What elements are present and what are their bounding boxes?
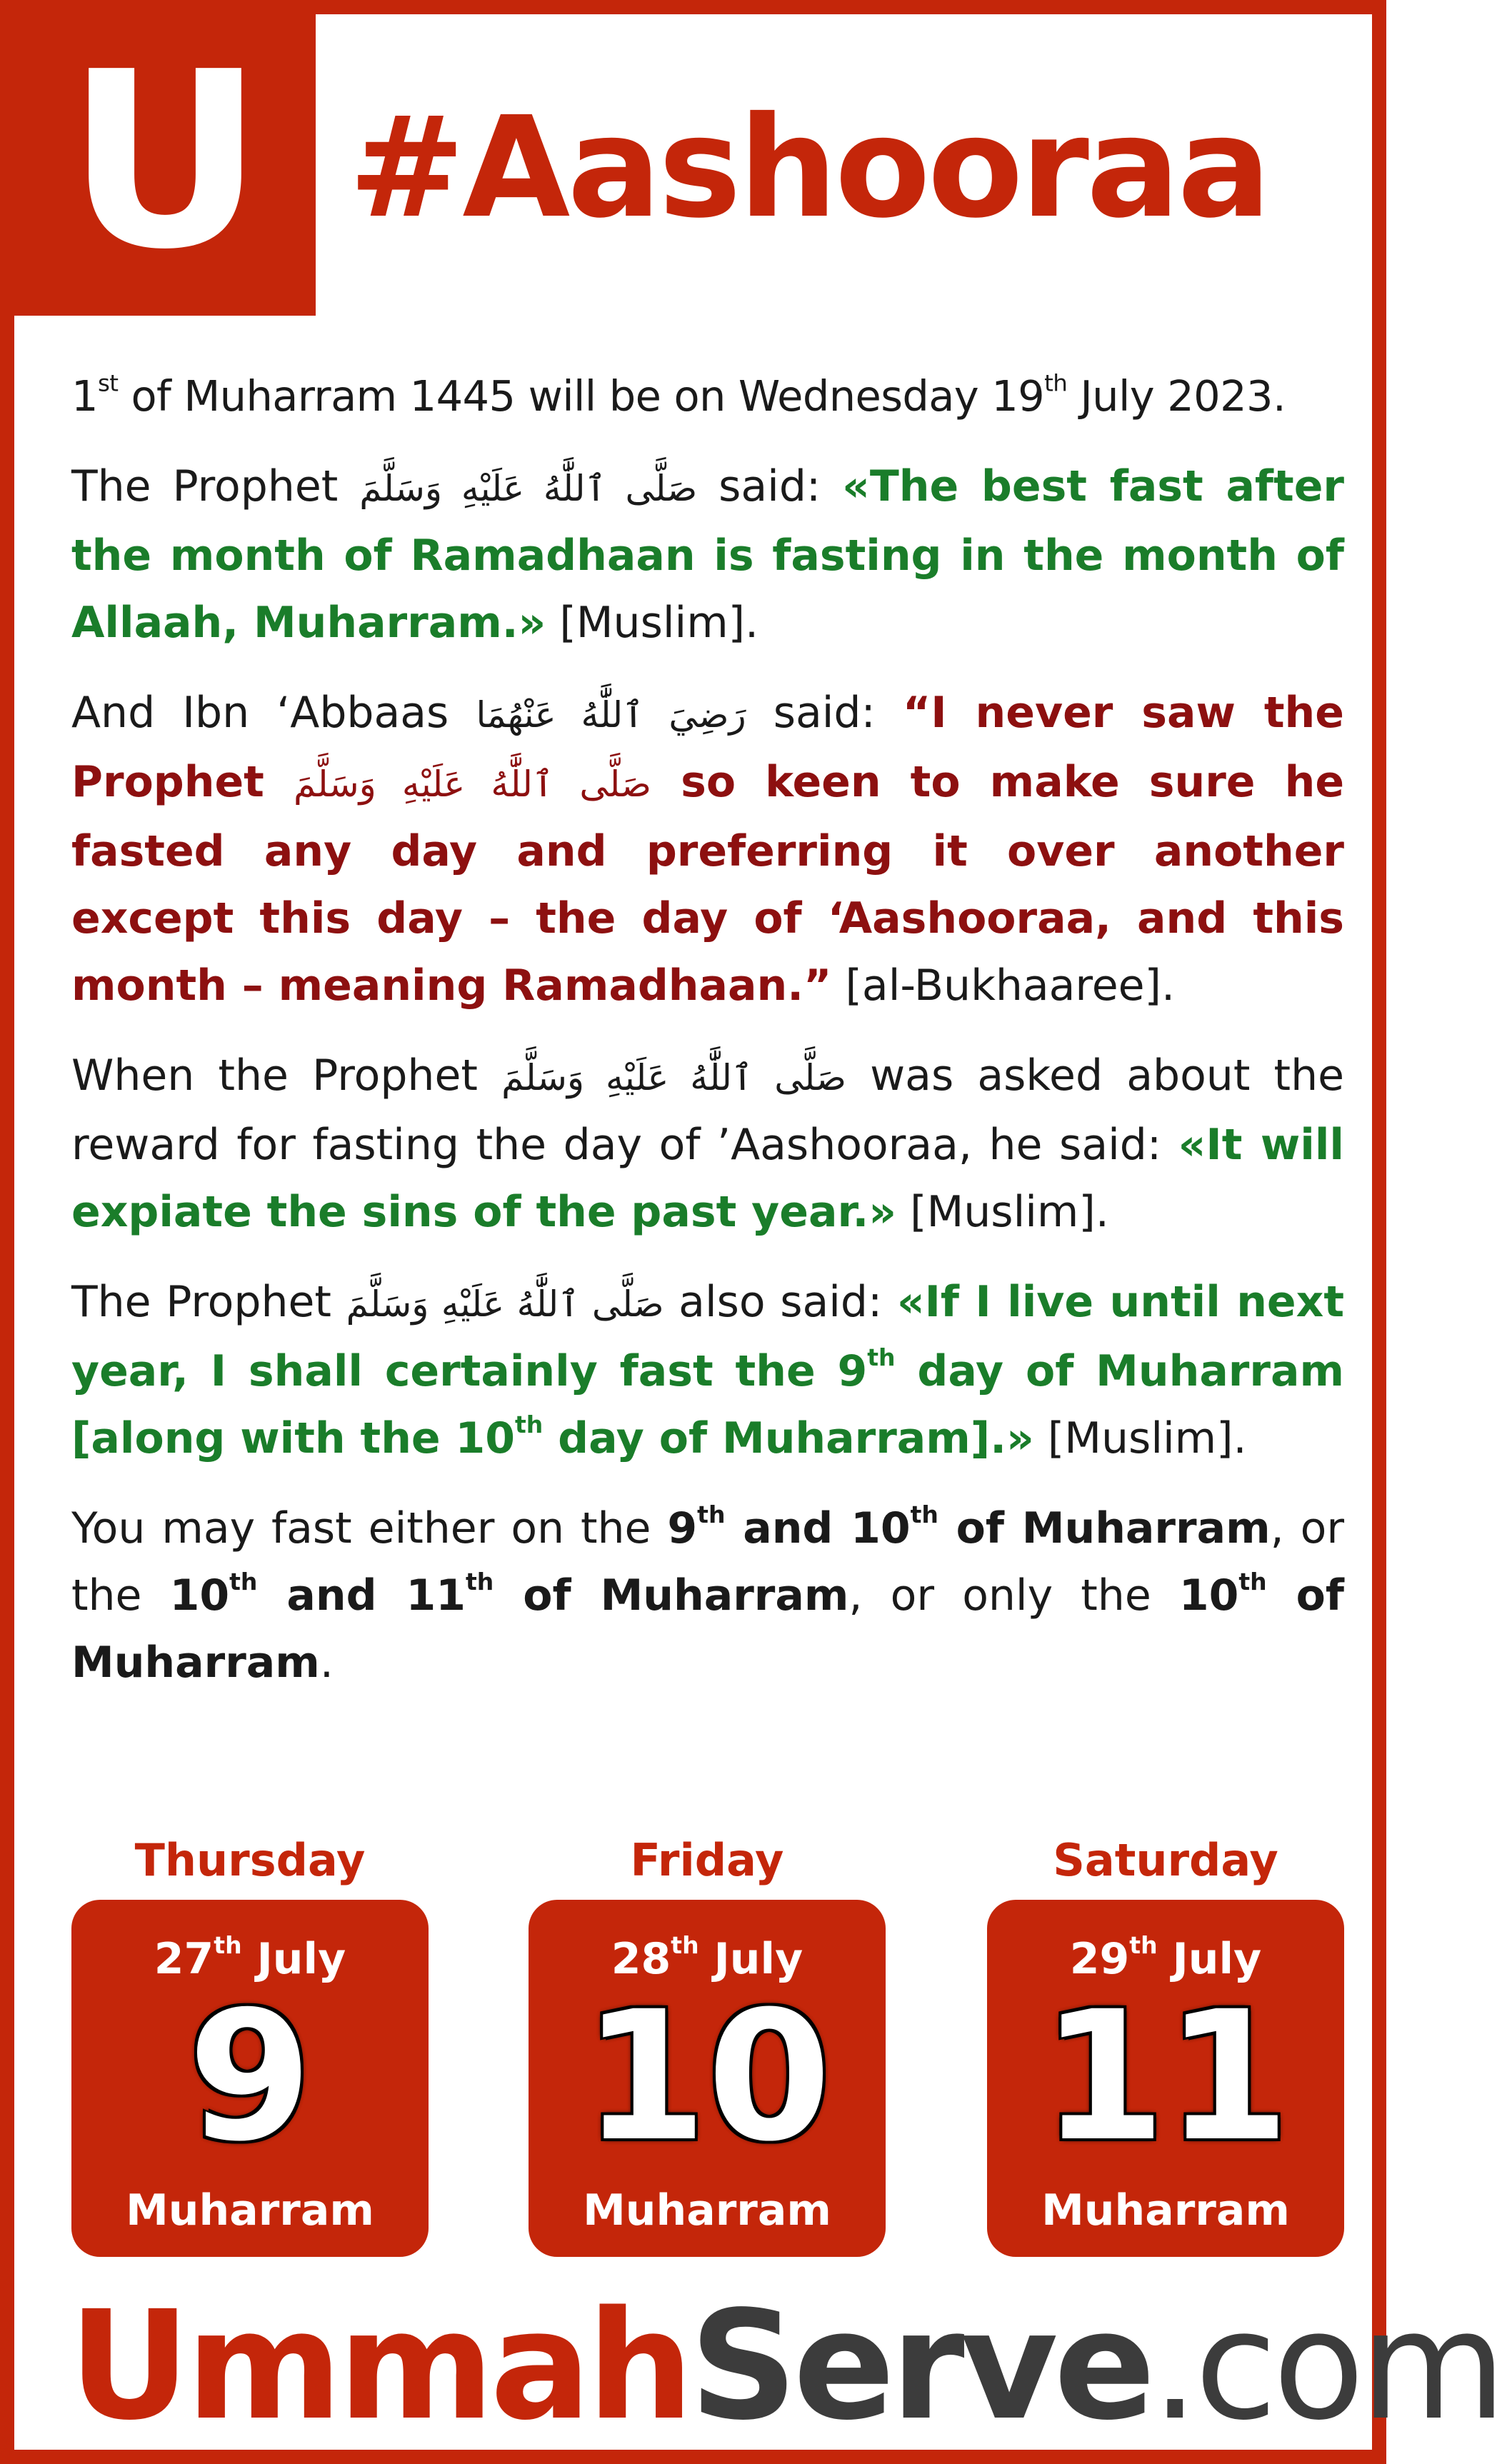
date-number: 29 — [1069, 1934, 1130, 1984]
day-card-column — [529, 1828, 886, 2257]
date-number: 28 — [611, 1934, 671, 1984]
intro-text: of Muharram 1445 will be on Wednesday 19 — [118, 371, 1045, 421]
honorific-ra: رَضِيَ ٱللَّٰهُ عَنْهُمَا — [476, 694, 746, 736]
footer-website-brand — [69, 2278, 1502, 2453]
intro-sup: th — [1044, 369, 1068, 397]
date-month: July — [699, 1934, 803, 1984]
hadith-paragraph-3 — [71, 1042, 1344, 1246]
hadith-paragraph-1 — [71, 453, 1344, 656]
intro-sup: st — [97, 369, 119, 397]
paragraph-text: When the Prophet — [71, 1051, 502, 1101]
paragraph-text: also said: — [664, 1277, 897, 1327]
hadith-quote: «The best fast after the month of Ramadhaan is fasting in the month of Allaah, Muharram.» — [71, 461, 1345, 648]
day-card-column — [987, 1828, 1344, 2257]
bold-text: 10 — [1178, 1571, 1239, 1621]
hijri-day-number: 9 — [188, 1973, 312, 2180]
paragraph-text: , or the — [71, 1503, 1344, 1621]
hijri-day-number: 10 — [583, 1973, 831, 2180]
honorific-saw: صَلَّى ٱللَّٰهُ عَلَيْهِ وَسَلَّمَ — [293, 763, 652, 805]
intro-text: July 2023. — [1067, 371, 1286, 421]
hijri-day-number: 11 — [1041, 1973, 1290, 2180]
paragraph-text: was asked about the reward for fasting the day of ’Aashooraa, he said: — [71, 1051, 1345, 1170]
brand-part-serve: Serve — [689, 2278, 1151, 2453]
hadith-quote: «It will expiate the sins of the past year.» — [71, 1120, 1344, 1237]
quote-text: «If I live until next year, I shall certainly fast the 9 — [71, 1277, 1344, 1396]
honorific-saw: صَلَّى ٱللَّٰهُ عَلَيْهِ وَسَلَّمَ — [501, 1057, 846, 1098]
paragraph-text: said: — [697, 461, 843, 511]
bold-text: 10 — [169, 1571, 230, 1621]
weekday-label: Friday — [630, 1834, 784, 1886]
hadith-source: [Muslim]. — [1033, 1413, 1247, 1463]
article-body — [71, 363, 1344, 1719]
fasting-options-paragraph — [71, 1495, 1344, 1696]
date-sup: th — [214, 1930, 242, 1959]
quote-sup: th — [515, 1410, 544, 1438]
bold-text: of Muharram — [938, 1503, 1271, 1553]
paragraph-text: said: — [746, 688, 903, 738]
logo-box — [14, 14, 316, 316]
day-card — [987, 1900, 1344, 2257]
weekday-label: Thursday — [134, 1834, 366, 1886]
option-bold — [667, 1500, 1271, 1553]
paragraph-text: And Ibn ‘Abbaas — [71, 688, 476, 738]
intro-text: 1 — [71, 371, 98, 421]
option-bold — [169, 1567, 849, 1621]
honorific-saw: صَلَّى ٱللَّٰهُ عَلَيْهِ وَسَلَّمَ — [359, 468, 698, 509]
hijri-month: Muharram — [1041, 2185, 1290, 2235]
day-cards-row — [14, 1828, 1401, 2257]
logo-letter: U — [66, 20, 264, 303]
paragraph-text: The Prophet — [71, 1277, 346, 1327]
date-number: 27 — [154, 1934, 214, 1984]
weekday-label: Saturday — [1053, 1834, 1278, 1886]
hijri-month: Muharram — [126, 2185, 374, 2235]
bold-sup: th — [910, 1500, 938, 1528]
date-month: July — [1157, 1934, 1262, 1984]
paragraph-text: The Prophet — [71, 461, 360, 511]
bold-text: and 11 — [257, 1571, 466, 1621]
bold-sup: th — [229, 1567, 258, 1596]
date-month: July — [241, 1934, 346, 1984]
hadith-quote: “I never saw the Prophet — [71, 688, 1344, 807]
paragraph-text: . — [319, 1638, 334, 1688]
hadith-source: [Muslim]. — [546, 598, 759, 648]
headline-hashtag: #Aashooraa — [349, 86, 1269, 249]
hadith-quote: so keen to make sure he fasted any day and preferring it over another except this day – the day of ‘Aashooraa, and this month – meaning Ramadhaan.” — [71, 757, 1345, 1011]
honorific-saw: صَلَّى ٱللَّٰهُ عَلَيْهِ وَسَلَّمَ — [346, 1283, 664, 1325]
brand-part-ummah: Ummah — [69, 2278, 690, 2453]
hadith-paragraph-4 — [71, 1268, 1344, 1472]
date-sup: th — [1129, 1930, 1158, 1959]
hijri-month: Muharram — [583, 2185, 831, 2235]
brand-part-tld: .com — [1151, 2278, 1502, 2453]
quote-sup: th — [867, 1343, 896, 1371]
paragraph-text: , or only the — [848, 1571, 1179, 1621]
bold-text: and 10 — [725, 1503, 911, 1553]
quote-text: day of Muharram].» — [543, 1413, 1034, 1463]
day-card — [71, 1900, 429, 2257]
bold-sup: th — [466, 1567, 494, 1596]
intro-paragraph — [71, 363, 1344, 430]
hadith-source: [al-Bukhaaree]. — [831, 961, 1176, 1011]
bold-sup: th — [697, 1500, 726, 1528]
bold-sup: th — [1238, 1567, 1267, 1596]
hadith-source: [Muslim]. — [896, 1187, 1109, 1237]
hadith-paragraph-2 — [71, 679, 1344, 1019]
bold-text: 9 — [667, 1503, 698, 1553]
bold-text: of Muharram — [494, 1571, 849, 1621]
day-card-column — [71, 1828, 429, 2257]
day-card — [529, 1900, 886, 2257]
paragraph-text: You may fast either on the — [71, 1503, 668, 1553]
bold-text: of Muharram — [71, 1571, 1344, 1688]
date-sup: th — [671, 1930, 699, 1959]
quote-text: day of Muharram [along with the 10 — [71, 1346, 1344, 1463]
